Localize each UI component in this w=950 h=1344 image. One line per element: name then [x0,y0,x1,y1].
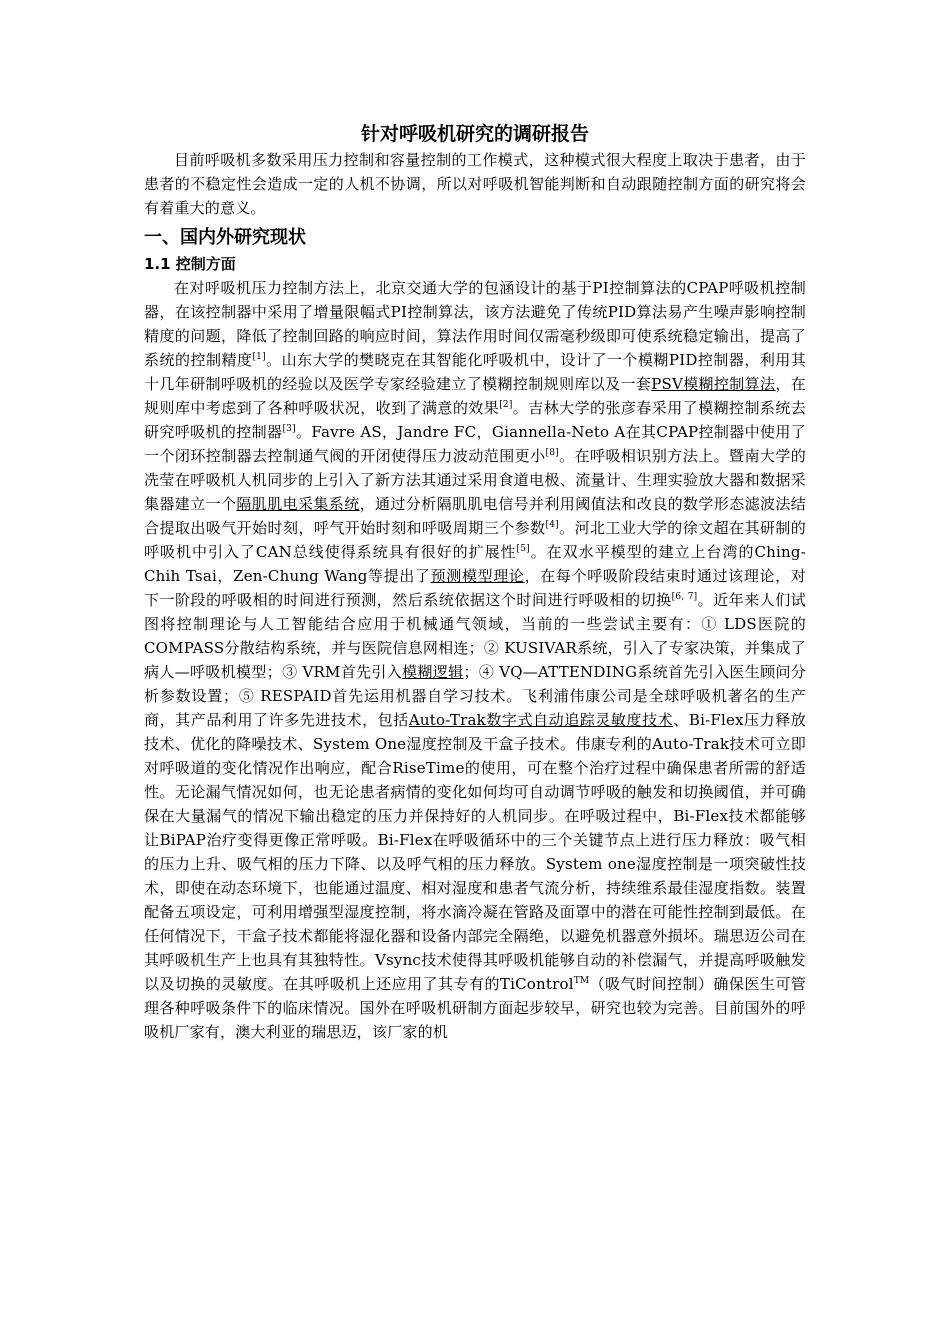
underlined-term: 隔肌肌电采集系统 [236,495,360,513]
trademark-mark: TM [573,976,590,986]
text-segment: 。山东大学的樊晓克在其智能化呼吸机中，设计了一个模糊PID控制器，利用其十几年研制呼吸机的经验以及医学专家经验建立了模糊控制规则库以及一套 [144,351,806,393]
citation-ref[interactable]: [2] [499,400,513,410]
text-segment: 。吉林大学的张彦春采用了模糊控制系统去研究呼吸机的控制器 [144,399,806,441]
citation-ref[interactable]: [8] [545,448,559,458]
citation-ref[interactable]: [1] [252,352,266,362]
underlined-term: PSV模糊控制算法 [651,375,776,393]
text-segment: 。在双水平模型的建立上台湾的Ching-Chih Tsai，Zen-Chung Wang等提出了 [144,543,806,585]
text-segment: ，在规则库中考虑到了各种呼吸状况，收到了满意的效果 [144,375,806,417]
text-segment: 、Bi-Flex压力释放技术、优化的降噪技术、System One湿度控制及干盒子技术。伟康专利的Auto-Trak技术可立即对呼吸道的变化情况作出响应，配合RiseTime的使用，可在整个治疗过程中确保患者所需的舒适性。无论漏气情况如何，也无论患者病情的变化如何均可自动调节呼吸的触发和切换阈值，并可确保在大量漏气的情况下输出稳定的压力并保持好的人机同步。在呼吸过程中，Bi-Flex技术都能够让BiPAP治疗变得更像正常呼吸。Bi-Flex在呼吸循环中的三个关键节点上进行压力释放：吸气相的压力上升、吸气相的压力下降、以及呼气相的压力释放。System one湿度控制是一项突破性技术，即使在动态环境下，也能通过温度、相对湿度和患者气流分析，持续维系最佳湿度指数。装置配备五项设定，可利用增强型湿度控制，将水滴冷凝在管路及面罩中的潜在可能性控制到最低。在任何情况下，干盒子技术都能将湿化器和设备内部完全隔绝，以避免机器意外损坏。瑞思迈公司在其呼吸机生产上也具有其独特性。Vsync技术使得其呼吸机能够自动的补偿漏气，并提高呼吸触发以及切换的灵敏度。在其呼吸机上还应用了其专有的TiControl [144,711,806,993]
text-segment: ，在每个呼吸阶段结束时通过该理论，对下一阶段的呼吸相的时间进行预测，然后系统依据这个时间进行呼吸相的切换 [144,567,806,609]
underlined-term: Auto-Trak数字式自动追踪灵敏度技术 [408,711,674,729]
text-segment: ；④ VQ—ATTENDING系统首先引入医生顾问分析参数设置；⑤ RESPAID首先运用机器自学习技术。飞利浦伟康公司是全球呼吸机著名的生产商，其产品利用了许多先进技术，包括 [144,663,806,729]
text-segment: （吸气时间控制）确保医生可管理各种呼吸条件下的临床情况。国外在呼吸机研制方面起步较早，研究也较为完善。目前国外的呼吸机厂家有，澳大利亚的瑞思迈，该厂家的机 [144,975,806,1041]
document-title: 针对呼吸机研究的调研报告 [360,123,589,145]
text-segment: 。近年来人们试图将控制理论与人工智能结合应用于机械通气领域，当前的一些尝试主要有：① LDS医院的COMPASS分散结构系统，并与医院信息网相连；② KUSIVAR系统，引入了专家决策，并集成了病人—呼吸机模型；③ VRM首先引入 [144,591,806,681]
text-segment: ，通过分析隔肌肌电信号并利用阈值法和改良的数学形态滤波法结合提取出吸气开始时刻，呼气开始时刻和呼吸周期三个参数 [144,495,806,537]
body-paragraph [144,276,806,1044]
underlined-term: 预测模型理论 [430,567,525,585]
citation-ref[interactable]: [3] [282,424,296,434]
intro-paragraph: 目前呼吸机多数采用压力控制和容量控制的工作模式，这种模式很大程度上取决于患者，由于患者的不稳定性会造成一定的人机不协调，所以对呼吸机智能判断和自动跟随控制方面的研究将会有着重大的意义。 [144,151,806,217]
text-segment: 。在呼吸相识别方法上。暨南大学的冼莹在呼吸机人机同步的上引入了新方法其通过采用食道电极、流量计、生理实验放大器和数据采集器建立一个 [144,447,807,513]
text-segment: 。河北工业大学的徐文超在其研制的呼吸机中引入了CAN总线使得系统具有很好的扩展性 [144,519,807,561]
text-segment: 在对呼吸机压力控制方法上，北京交通大学的包涵设计的基于PI控制算法的CPAP呼吸机控制器，在该控制器中采用了增量限幅式PI控制算法，该方法避免了传统PID算法易产生噪声影响控制精度的问题，降低了控制回路的响应时间，算法作用时间仅需毫秒级即可使系统稳定输出，提高了系统的控制精度 [144,279,806,369]
text-segment: 。Favre AS，Jandre FC，Giannella-Neto A在其CPAP控制器中使用了一个闭环控制器去控制通气阀的开闭使得压力波动范围更小 [144,423,806,465]
document-page [144,120,806,1044]
citation-ref[interactable]: [4] [545,520,559,530]
citation-ref[interactable]: [5] [516,544,530,554]
section-heading: 一、国内外研究现状 [144,227,306,248]
subsection-heading: 1.1 控制方面 [144,255,236,273]
underlined-term: 模糊逻辑 [402,663,464,681]
citation-ref[interactable]: [6, 7] [671,592,698,602]
